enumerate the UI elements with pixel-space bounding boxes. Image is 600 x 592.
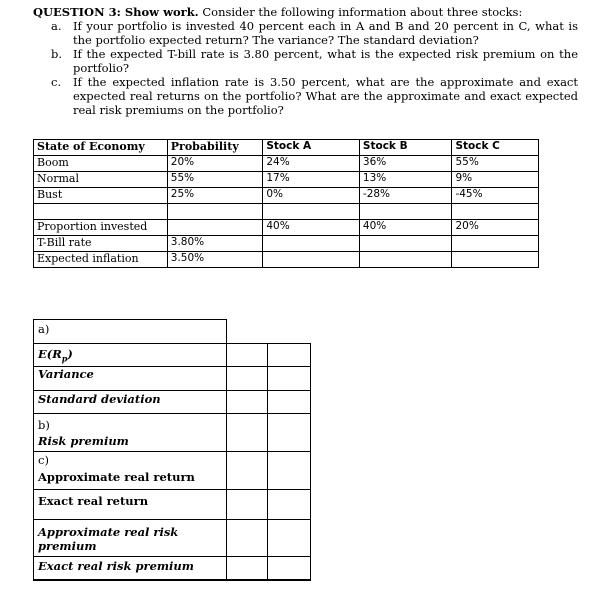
item-label: a.	[51, 19, 62, 33]
cell: -28%	[359, 188, 452, 204]
cell	[167, 220, 263, 236]
table-row-tbill	[34, 236, 539, 252]
risk-premium-label: Risk premium	[38, 434, 129, 448]
cell: 0%	[263, 188, 360, 204]
variance-label: Variance	[38, 367, 94, 381]
cell: -45%	[452, 188, 539, 204]
cell: 40%	[359, 220, 452, 236]
header-state: State of Economy	[34, 140, 168, 156]
answer-a-label: a)	[38, 322, 50, 336]
answer-c-label: c)	[38, 453, 49, 467]
exact-real-rp-label: Exact real risk premium	[38, 559, 194, 573]
question-title: QUESTION 3: Show work.	[33, 5, 199, 19]
question-intro: Consider the following information about three stocks:	[202, 5, 523, 19]
cell: 25%	[167, 188, 263, 204]
header-stock-b: Stock B	[359, 140, 452, 156]
header-stock-a: Stock A	[263, 140, 360, 156]
cell: 55%	[167, 172, 263, 188]
table-row	[34, 172, 539, 188]
table-row-inflation	[34, 252, 539, 268]
cell: 3.50%	[167, 252, 263, 268]
stock-info-table	[33, 139, 539, 268]
table-row-empty	[34, 204, 539, 220]
question-header	[33, 5, 578, 117]
cell: 40%	[263, 220, 360, 236]
cell: Normal	[34, 172, 168, 188]
question-item-c	[33, 75, 578, 117]
item-label: b.	[51, 47, 63, 61]
table-header-row	[34, 140, 539, 156]
cell: 24%	[263, 156, 360, 172]
table-row	[34, 156, 539, 172]
cell: 17%	[263, 172, 360, 188]
cell: 13%	[359, 172, 452, 188]
approx-real-rp-label: Approximate real risk premium	[38, 525, 179, 553]
item-label: c.	[51, 75, 62, 89]
cell: Proportion invested	[34, 220, 168, 236]
cell: 20%	[452, 220, 539, 236]
table-row	[34, 188, 539, 204]
cell: T-Bill rate	[34, 236, 168, 252]
cell: 55%	[452, 156, 539, 172]
answer-b-label: b)	[38, 418, 50, 432]
approx-real-return-label: Approximate real return	[38, 470, 195, 484]
item-text: If the expected inflation rate is 3.50 percent, what are the approximate and exact expected real returns on the portfolio? What are the approximate and exact expected real risk premiums on the portfolio?	[73, 75, 578, 117]
cell: 36%	[359, 156, 452, 172]
cell: Boom	[34, 156, 168, 172]
cell: 3.80%	[167, 236, 263, 252]
cell: 20%	[167, 156, 263, 172]
cell: Bust	[34, 188, 168, 204]
table-row-proportion	[34, 220, 539, 236]
question-item-a	[33, 19, 578, 47]
header-stock-c: Stock C	[452, 140, 539, 156]
item-text: If the expected T-bill rate is 3.80 percent, what is the expected risk premium on the portfolio?	[73, 47, 578, 75]
expected-return-label: $E(R_p)$	[38, 347, 73, 364]
header-probability: Probability	[167, 140, 263, 156]
question-item-b	[33, 47, 578, 75]
exact-real-return-label: Exact real return	[38, 494, 149, 508]
cell: Expected inflation	[34, 252, 168, 268]
item-text: If your portfolio is invested 40 percent each in A and B and 20 percent in C, what is the portfolio expected return? The variance? The standard deviation?	[73, 19, 578, 47]
question-title-line	[33, 5, 578, 19]
answer-table	[33, 319, 310, 580]
cell: 9%	[452, 172, 539, 188]
std-dev-label: Standard deviation	[38, 392, 161, 406]
